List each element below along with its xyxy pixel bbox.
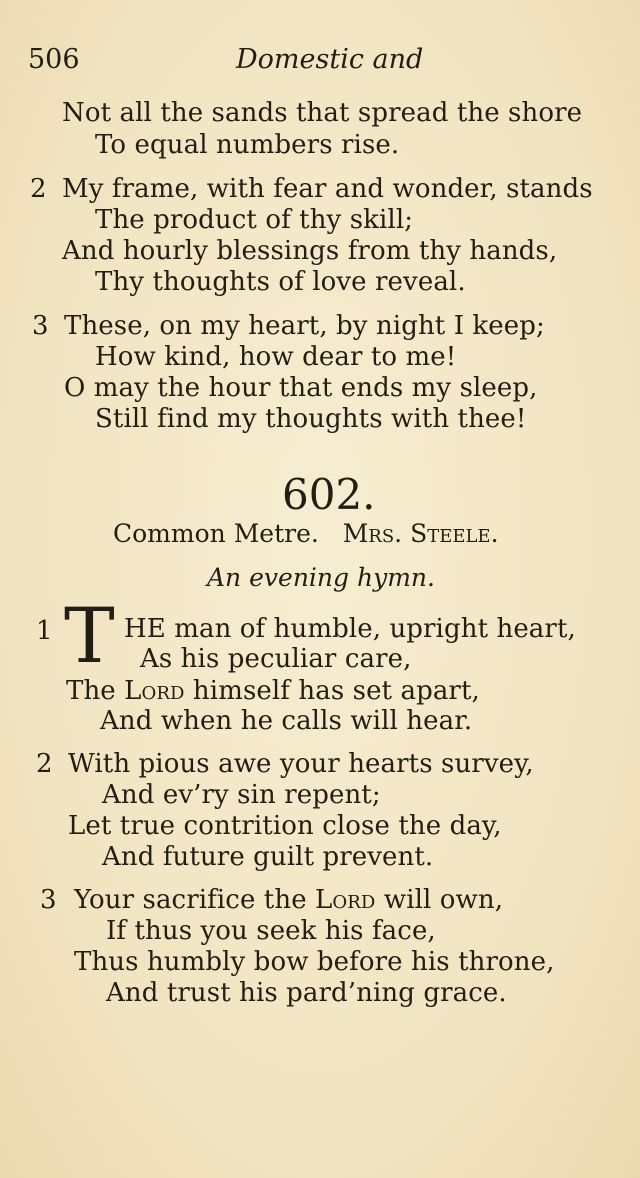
stanza-line: And hourly blessings from thy hands, <box>62 236 558 266</box>
drop-cap: T <box>64 591 115 680</box>
line-text: Your sacrifice the <box>74 885 316 915</box>
hymn-title: An evening hymn. <box>207 563 435 592</box>
continued-line-2: To equal numbers rise. <box>95 130 400 160</box>
stanza-line: HE man of humble, upright heart, <box>124 614 576 644</box>
stanza-line: And future guilt prevent. <box>102 842 434 872</box>
page-number: 506 <box>28 44 80 75</box>
line-text: will own, <box>375 885 504 915</box>
stanza-line <box>74 885 503 915</box>
running-head: Domestic and <box>236 44 424 75</box>
hymn-meter-line <box>113 519 499 548</box>
stanza-number: 2 <box>30 174 47 204</box>
hymn-author: Mrs. Steele. <box>342 519 499 548</box>
stanza-line <box>66 676 480 706</box>
line-text: himself has set apart, <box>184 676 480 706</box>
stanza-line: With pious awe your hearts survey, <box>68 749 534 779</box>
stanza-line: Thy thoughts of love reveal. <box>95 267 466 297</box>
stanza-line: And when he calls will hear. <box>100 706 473 736</box>
stanza-line: As his peculiar care, <box>140 644 412 674</box>
continued-line-1: Not all the sands that spread the shore <box>62 98 583 128</box>
stanza-number: 3 <box>40 885 57 915</box>
stanza-line: And trust his pard’ning grace. <box>106 978 507 1008</box>
stanza-line: The product of thy skill; <box>95 205 414 235</box>
lord-smallcaps: Lord <box>315 885 376 915</box>
line-text: The <box>66 676 125 706</box>
lord-smallcaps: Lord <box>124 676 185 706</box>
stanza-line: If thus you seek his face, <box>106 916 436 946</box>
stanza-number: 2 <box>36 749 53 779</box>
stanza-line: And ev’ry sin repent; <box>102 780 381 810</box>
stanza-line: Let true contrition close the day, <box>68 811 502 841</box>
hymn-meter: Common Metre. <box>113 519 319 548</box>
stanza-number: 1 <box>36 616 53 646</box>
stanza-line: Thus humbly bow before his throne, <box>74 947 555 977</box>
hymn-number: 602. <box>282 470 376 519</box>
stanza-line: How kind, how dear to me! <box>95 342 457 372</box>
stanza-line: My frame, with fear and wonder, stands <box>62 174 593 204</box>
stanza-number: 3 <box>32 311 49 341</box>
stanza-line: These, on my heart, by night I keep; <box>64 311 545 341</box>
stanza-line: Still find my thoughts with thee! <box>95 404 527 434</box>
stanza-line: O may the hour that ends my sleep, <box>64 373 538 403</box>
